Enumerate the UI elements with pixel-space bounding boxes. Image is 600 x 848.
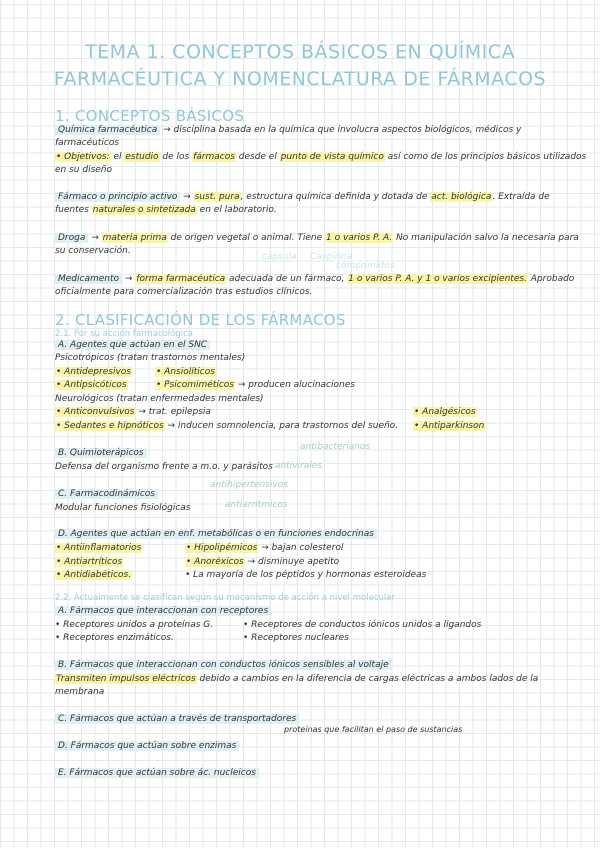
droga-line-2: su conservación. bbox=[55, 246, 131, 256]
anorexicos: • Anoréxicos → disminuye apetito bbox=[186, 557, 340, 567]
title-line-1: TEMA 1. CONCEPTOS BÁSICOS EN QUÍMICA bbox=[84, 41, 516, 63]
antiartriticos: • Antiartríticos bbox=[56, 557, 123, 567]
ann-comprimidos: comprimidos bbox=[336, 261, 395, 271]
hipolipemicos: • Hipolipémicos → bajan colesterol bbox=[186, 543, 344, 553]
ann-antihipertensivos: antihipertensivos bbox=[210, 480, 288, 490]
ann-antiarritmicos: antiarrítmicos bbox=[225, 500, 288, 510]
peptidos: • La mayoría de los péptidos y hormonas esteroideas bbox=[185, 570, 427, 580]
medicamento-line-2: oficialmente para comercialización tras estudios clínicos. bbox=[55, 287, 313, 297]
group-c-desc: Modular funciones fisiológicas bbox=[55, 503, 191, 513]
receptor-1: • Receptores unidos a proteínas G. bbox=[55, 620, 214, 630]
group-a2-title: A. Fármacos que interaccionan con receptores bbox=[55, 605, 271, 618]
group-c2-annotation: proteínas que facilitan el paso de sustancias bbox=[284, 725, 463, 734]
group-b-desc: Defensa del organismo frente a m.o. y parásitos bbox=[55, 462, 273, 472]
group-b2-desc: Transmiten impulsos eléctricos debido a cambios en la diferencia de cargas eléctricas a ambos lados de la bbox=[56, 674, 539, 684]
ann-capsula: cápsula bbox=[262, 252, 297, 262]
ann-antibacterianos: antibacterianos bbox=[300, 442, 371, 452]
subsection-2-2: 2.2. Actualmente se clasifican según su mecanismo de acción a nivel molecular bbox=[55, 593, 395, 603]
group-c2-title: C. Fármacos que actúan a través de transportadores bbox=[55, 713, 299, 726]
group-b2-desc-2: membrana bbox=[55, 687, 105, 697]
farmaco-line-2: fuentes naturales o sintetizada en el laboratorio. bbox=[55, 205, 277, 215]
antipsicoticos: • Antipsicóticos bbox=[56, 380, 127, 390]
psicotropicos: Psicotrópicos (tratan trastornos mentales) bbox=[55, 353, 246, 363]
group-d-title: D. Agentes que actúan en enf. metabólicas o en funciones endocrinas bbox=[55, 528, 377, 541]
antidiabeticos: • Antidiabéticos. bbox=[56, 570, 132, 580]
qf-line: Química farmacéutica → disciplina basada en la química que involucra aspectos biológicos, médicos y bbox=[55, 124, 521, 137]
section-2-heading: 2. CLASIFICACIÓN DE LOS FÁRMACOS bbox=[55, 311, 346, 329]
receptor-4: • Receptores nucleares bbox=[243, 633, 349, 643]
group-b2-title: B. Fármacos que interaccionan con conductos iónicos sensibles al voltaje bbox=[55, 659, 392, 672]
objetivos-line-2: en su diseño bbox=[55, 165, 113, 175]
group-a-title: A. Agentes que actúan en el SNC bbox=[55, 339, 210, 352]
ann-antivirales: antivirales bbox=[275, 461, 323, 471]
group-c-title: C. Farmacodinámicos bbox=[55, 488, 158, 501]
group-b-title: B. Quimioterápicos bbox=[55, 447, 147, 460]
antidepresivos: • Antidepresivos bbox=[56, 367, 131, 377]
analgesicos: • Analgésicos bbox=[414, 407, 476, 417]
group-e2-title: E. Fármacos que actúan sobre ác. nucleicos bbox=[55, 767, 259, 780]
psicomimeticos: • Psicomiméticos → producen alucinaciones bbox=[156, 380, 355, 390]
antiparkinson: • Antiparkinson bbox=[414, 421, 485, 431]
title-line-2: FARMACÉUTICA Y NOMENCLATURA DE FÁRMACOS bbox=[53, 68, 547, 90]
medicamento-line: Medicamento → forma farmacéutica adecuada de un fármaco, 1 o varios P. A. y 1 o varios excipientes. Aprobado bbox=[55, 273, 574, 286]
neurologicos: Neurológicos (tratan enfermedades mentales) bbox=[55, 394, 264, 404]
qf-term: Química farmacéutica bbox=[55, 125, 160, 135]
receptor-2: • Receptores de conductos iónicos unidos a ligandos bbox=[243, 620, 482, 630]
ansioliticos: • Ansiolíticos bbox=[156, 367, 215, 377]
farmaco-line: Fármaco o principio activo → sust. pura, estructura química definida y dotada de act. biológica. Extraída de bbox=[55, 191, 550, 204]
sedantes: • Sedantes e hipnóticos → inducen somnolencia, para trastornos del sueño. bbox=[56, 421, 399, 431]
section-1-heading: 1. CONCEPTOS BÁSICOS bbox=[55, 107, 245, 125]
ann-caspirina: Caspirina bbox=[310, 252, 353, 262]
subsection-2-1: 2.1. Por su acción farmacológica bbox=[55, 329, 193, 339]
qf-line-2: farmacéuticos bbox=[55, 138, 120, 148]
antiinflamatorios: • Antiinflamatorios bbox=[56, 543, 142, 553]
group-d2-title: D. Fármacos que actúan sobre enzimas bbox=[55, 740, 239, 753]
objetivos-line: • Objetivos: el estudio de los fármacos desde el punto de vista químico así como de los principios básicos utilizados bbox=[56, 152, 587, 162]
droga-line: Droga → materia prima de origen vegetal o animal. Tiene 1 o varios P. A. No manipulación salvo la necesaria para bbox=[55, 232, 579, 245]
receptor-3: • Receptores enzimáticos. bbox=[55, 633, 174, 643]
anticonvulsivos: • Anticonvulsivos → trat. epilepsia bbox=[56, 407, 211, 417]
